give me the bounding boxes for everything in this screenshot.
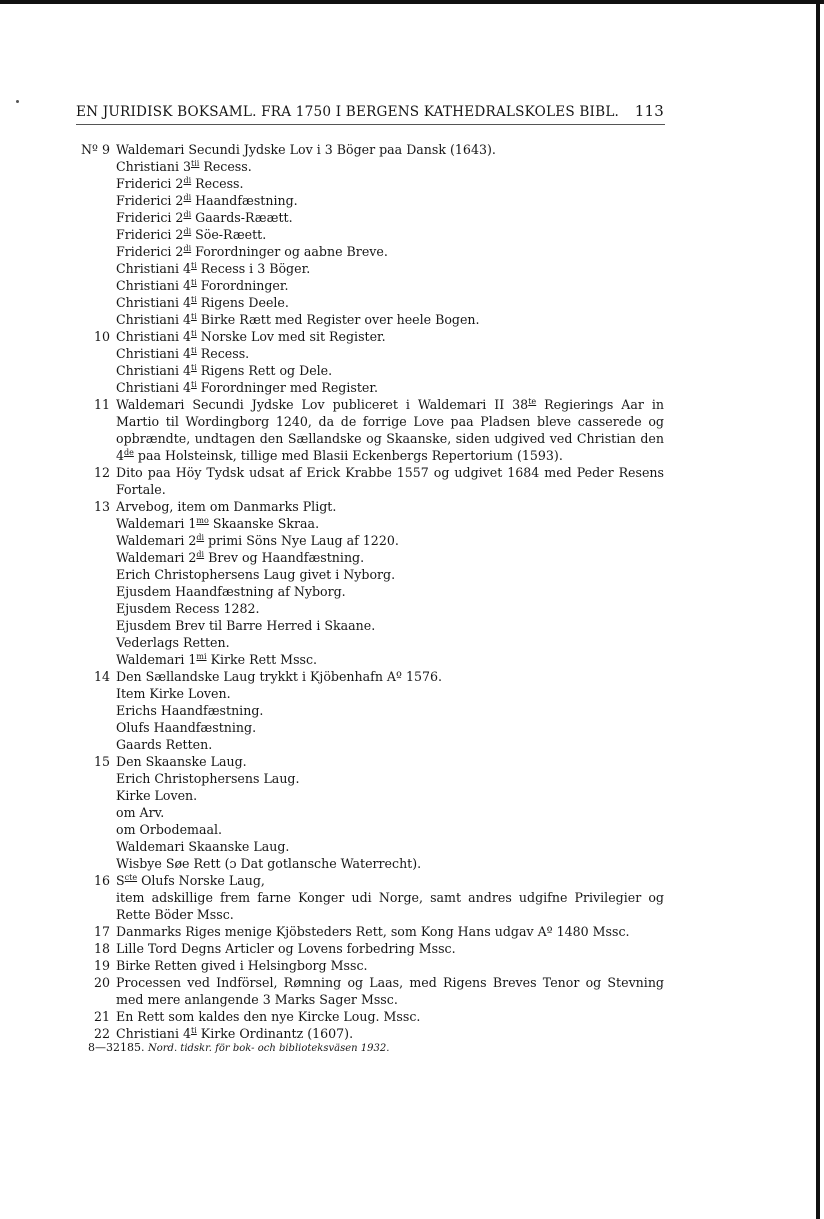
header-title: EN JURIDISK BOKSAML. FRA 1750 I BERGENS KATHEDRALSKOLES BIBL. — [76, 104, 620, 120]
entry-text: Christiani 4 — [116, 1026, 192, 1041]
entry-text: Ejusdem Brev til Barre Herred i Skaane. — [116, 618, 376, 633]
entry-text: Waldemari 2 — [116, 550, 197, 565]
entry-text: med mere anlangende 3 Marks Sager Mssc. — [116, 992, 398, 1007]
entry-text-cont: Brev og Haandfæstning. — [204, 550, 365, 565]
entry-number: 15 — [93, 754, 110, 769]
entry-text: Lille Tord Degns Articler og Lovens forbedring Mssc. — [116, 941, 456, 956]
entry-number: Nº 9 — [81, 142, 110, 157]
entry-text: Christiani 4 — [116, 329, 192, 344]
entry-text: Friderici 2 — [116, 227, 184, 242]
entry-text: Danmarks Riges menige Kjöbsteders Rett, som Kong Hans udgav Aº 1480 Mssc. — [116, 924, 630, 939]
entry-text: 4 — [116, 448, 125, 463]
ordinal-suffix: di — [183, 244, 192, 253]
entry-text-cont: Forordninger med Register. — [196, 380, 379, 395]
printer-signature: 8—32185. — [88, 1041, 145, 1054]
scan-edge-top — [0, 0, 824, 4]
entry-number: 21 — [93, 1009, 110, 1024]
entry-text-cont: Recess i 3 Böger. — [196, 261, 311, 276]
entry-number: 13 — [93, 499, 110, 514]
entry-text: item adskillige frem farne Konger udi Norge, samt andres udgifne Privilegier og — [116, 890, 664, 905]
entry-number: 19 — [93, 958, 110, 973]
entry-text-cont: paa Holsteinsk, tillige med Blasii Eckenbergs Repertorium (1593). — [133, 448, 563, 463]
entry-text: Christiani 4 — [116, 363, 192, 378]
entry-text: Den Sællandske Laug trykkt i Kjöbenhafn Aº 1576. — [116, 669, 443, 684]
entry-text: Kirke Loven. — [116, 788, 198, 803]
entry-text: Item Kirke Loven. — [116, 686, 231, 701]
entry-number: 12 — [93, 465, 110, 480]
entry-text: Wisbye Søe Rett (ɔ Dat gotlansche Waterrecht). — [116, 856, 422, 871]
entry-number: 17 — [93, 924, 110, 939]
entry-text: Friderici 2 — [116, 193, 184, 208]
entry-text-cont: Rigens Deele. — [196, 295, 289, 310]
entry-text: Waldemari 2 — [116, 533, 197, 548]
ordinal-suffix: ti — [191, 363, 197, 372]
entry-text: Vederlags Retten. — [116, 635, 230, 650]
entry-text: Martio til Wordingborg 1240, da de forrige Love paa Pladsen bleve casserede og — [116, 414, 664, 429]
page-footer — [88, 1041, 389, 1054]
entry-text: Erichs Haandfæstning. — [116, 703, 264, 718]
entry-number: 11 — [93, 397, 110, 412]
entry-text-cont: Norske Lov med sit Register. — [196, 329, 386, 344]
ordinal-suffix: ti — [191, 312, 197, 321]
entry-text-cont: Recess. — [199, 159, 252, 174]
entry-text: Christiani 3 — [116, 159, 192, 174]
entry-number: 10 — [93, 329, 110, 344]
entry-text: Waldemari Skaanske Laug. — [116, 839, 290, 854]
entry-number: 16 — [93, 873, 110, 888]
ordinal-suffix: di — [183, 193, 192, 202]
entry-text-cont: Recess. — [191, 176, 244, 191]
entry-text: Waldemari Secundi Jydske Lov publiceret i Waldemari II 38 — [116, 397, 529, 412]
ordinal-suffix: di — [183, 227, 192, 236]
ordinal-suffix: di — [183, 176, 192, 185]
entry-text-cont: Olufs Norske Laug, — [137, 873, 265, 888]
entry-text: Waldemari Secundi Jydske Lov i 3 Böger paa Dansk (1643). — [116, 142, 496, 157]
entry-text: En Rett som kaldes den nye Kircke Loug. Mssc. — [116, 1009, 421, 1024]
ordinal-suffix: tii — [191, 159, 200, 168]
scan-speck — [16, 100, 19, 103]
entry-text: Friderici 2 — [116, 244, 184, 259]
scan-edge-right — [816, 0, 820, 1219]
entry-text: Rette Böder Mssc. — [116, 907, 234, 922]
ordinal-suffix: ti — [191, 346, 197, 355]
ordinal-suffix: te — [528, 397, 537, 406]
entry-number: 20 — [93, 975, 110, 990]
ordinal-suffix: ti — [191, 1026, 197, 1035]
entry-text: opbrændte, undtagen den Sællandske og Skaanske, siden udgived ved Christian den — [116, 431, 664, 446]
entry-text: Erich Christophersens Laug givet i Nyborg. — [116, 567, 396, 582]
entry-text: Birke Retten gived i Helsingborg Mssc. — [116, 958, 368, 973]
entry-text-cont: Recess. — [196, 346, 250, 361]
header-rule — [76, 124, 665, 125]
entry-text-cont: Rigens Rett og Dele. — [196, 363, 333, 378]
entry-text: Friderici 2 — [116, 176, 184, 191]
entry-text: Arvebog, item om Danmarks Pligt. — [116, 499, 337, 514]
entry-text: S — [116, 873, 125, 888]
entry-text-cont: Gaards-Ræætt. — [191, 210, 293, 225]
entry-text: Processen ved Indförsel, Rømning og Laas, med Rigens Breves Tenor og Stevning — [116, 975, 664, 990]
entry-text-cont: Forordninger. — [196, 278, 289, 293]
entry-number: 14 — [93, 669, 110, 684]
ordinal-suffix: mo — [196, 516, 209, 525]
ordinal-suffix: di — [183, 210, 192, 219]
entry-text: Erich Christophersens Laug. — [116, 771, 300, 786]
page-number: 113 — [634, 102, 664, 120]
ordinal-suffix: ti — [191, 295, 197, 304]
entry-text: Ejusdem Recess 1282. — [116, 601, 260, 616]
entry-number: 18 — [93, 941, 110, 956]
entry-text: Friderici 2 — [116, 210, 184, 225]
ordinal-suffix: ti — [191, 329, 197, 338]
ordinal-suffix: mi — [196, 652, 207, 661]
entry-text: Christiani 4 — [116, 380, 192, 395]
entry-text-cont: Kirke Ordinantz (1607). — [196, 1026, 354, 1041]
ordinal-suffix: ti — [191, 261, 197, 270]
ordinal-suffix: di — [196, 533, 205, 542]
ordinal-suffix: di — [196, 550, 205, 559]
ordinal-suffix: ti — [191, 278, 197, 287]
entry-text: Waldemari 1 — [116, 652, 197, 667]
entry-text: Gaards Retten. — [116, 737, 213, 752]
ordinal-suffix: ti — [191, 380, 197, 389]
ordinal-suffix: de — [124, 448, 134, 457]
entry-text-cont: Haandfæstning. — [191, 193, 298, 208]
journal-name: Nord. tidskr. för bok- och biblioteksväsen 1932. — [148, 1043, 390, 1054]
entry-text: Fortale. — [116, 482, 166, 497]
entry-text: om Orbodemaal. — [116, 822, 223, 837]
entry-text-cont: Kirke Rett Mssc. — [206, 652, 318, 667]
entry-text: Christiani 4 — [116, 278, 192, 293]
entry-number: 22 — [93, 1026, 110, 1041]
entry-text: Christiani 4 — [116, 261, 192, 276]
entry-text: Olufs Haandfæstning. — [116, 720, 257, 735]
entry-text: Christiani 4 — [116, 312, 192, 327]
entry-text-cont: Birke Rætt med Register over heele Bogen. — [196, 312, 480, 327]
entry-text: Christiani 4 — [116, 295, 192, 310]
entry-text-cont: Skaanske Skraa. — [208, 516, 320, 531]
running-header — [76, 104, 664, 124]
entry-text-cont: primi Söns Nye Laug af 1220. — [204, 533, 399, 548]
entry-text: om Arv. — [116, 805, 165, 820]
ordinal-suffix: cte — [124, 873, 138, 882]
entry-text: Den Skaanske Laug. — [116, 754, 247, 769]
entry-text-cont: Forordninger og aabne Breve. — [191, 244, 388, 259]
entry-text: Christiani 4 — [116, 346, 192, 361]
entry-text: Dito paa Höy Tydsk udsat af Erick Krabbe 1557 og udgivet 1684 med Peder Resens — [116, 465, 664, 480]
entry-text: Ejusdem Haandfæstning af Nyborg. — [116, 584, 346, 599]
entry-text-cont: Regierings Aar in — [536, 397, 664, 412]
entry-text: Waldemari 1 — [116, 516, 197, 531]
entry-text-cont: Söe-Ræett. — [191, 227, 267, 242]
